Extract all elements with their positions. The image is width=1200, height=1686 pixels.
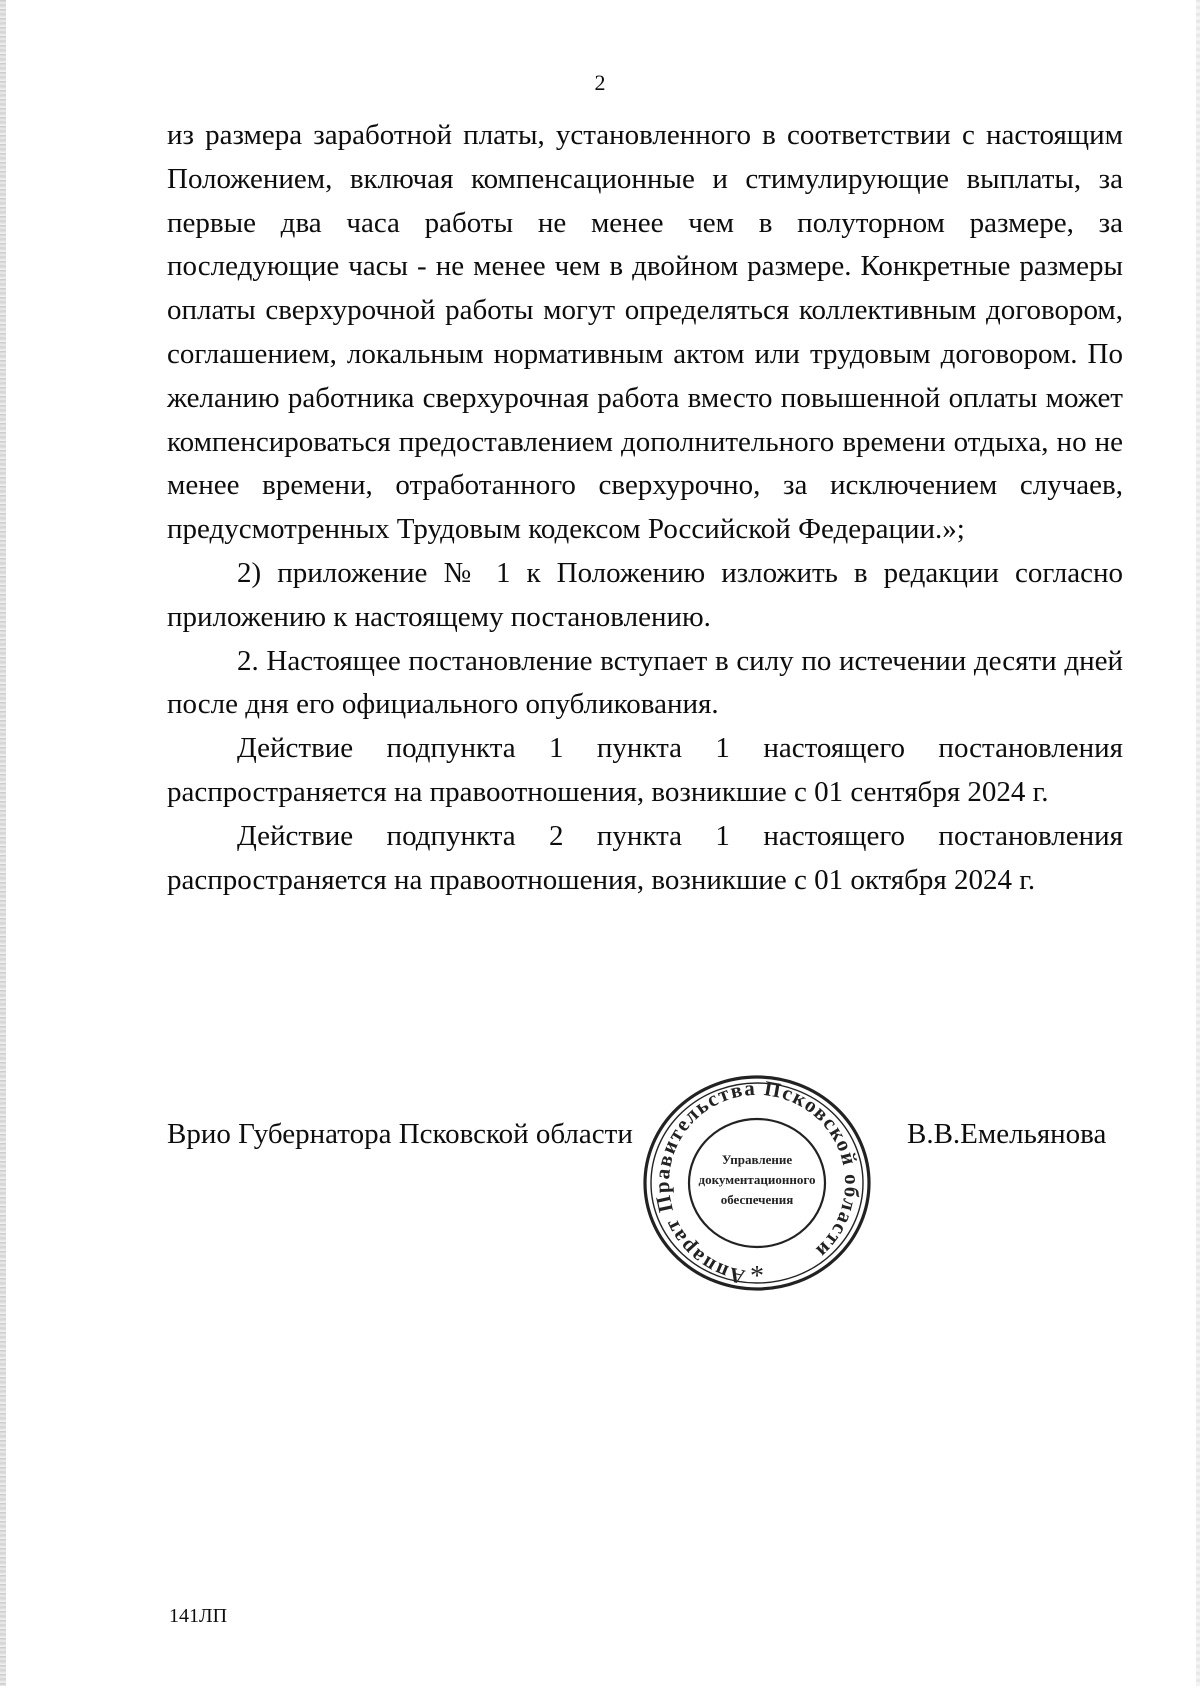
paragraph-entry-into-force: 2. Настоящее постановление вступает в силу по истечении десяти дней после дня его официального опубликования.: [167, 644, 1123, 721]
paragraph-effect-subitem-2: Действие подпункта 2 пункта 1 настоящего постановления распространяется на правоотношения, возникшие с 01 октября 2024 г.: [167, 819, 1123, 896]
paragraph-effect-subitem-1: Действие подпункта 1 пункта 1 настоящего постановления распространяется на правоотношения, возникшие с 01 сентября 2024 г.: [167, 732, 1123, 808]
signatory-position: Врио Губернатора Псковской области: [167, 1118, 633, 1150]
stamp-inner-line-1: Управление: [721, 1152, 793, 1167]
stamp-outer-text: Аппарат Правительства Псковской области: [649, 1075, 865, 1290]
paragraph-overtime-pay: из размера заработной платы, установленного в соответствии с настоящим Положением, включая компенсационные и стимулирующие выплаты, за первые два часа работы не менее чем в полуторном размере, за последующие часы - не менее чем в двойном размере. Конкретные размеры оплаты сверхурочной работы могут определяться коллективным договором, соглашением, локальным нормативным актом или трудовым договором. По желанию работника сверхурочная работа вместо повышенной оплаты может компенсироваться предоставлением дополнительного времени отдыха, но не менее времени, отработанного сверхурочно, за исключением случаев, предусмотренных Трудовым кодексом Российской Федерации.»;: [167, 119, 1123, 546]
stamp-inner-line-2: документационного: [698, 1172, 816, 1187]
paragraph-appendix-change: 2) приложение № 1 к Положению изложить в редакции согласно приложению к настоящему постановлению.: [167, 556, 1123, 633]
scan-edge-right: [1196, 0, 1200, 1686]
scan-edge-left: [0, 0, 6, 1686]
document-code: 141ЛП: [169, 1605, 228, 1627]
page-number: 2: [594, 70, 606, 95]
stamp-inner-line-3: обеспечения: [720, 1192, 794, 1207]
official-seal-stamp: [638, 1071, 876, 1295]
document-body: [167, 114, 1123, 902]
signatory-name: В.В.Емельянова: [907, 1118, 1107, 1150]
stamp-star-icon: *: [750, 1261, 764, 1292]
